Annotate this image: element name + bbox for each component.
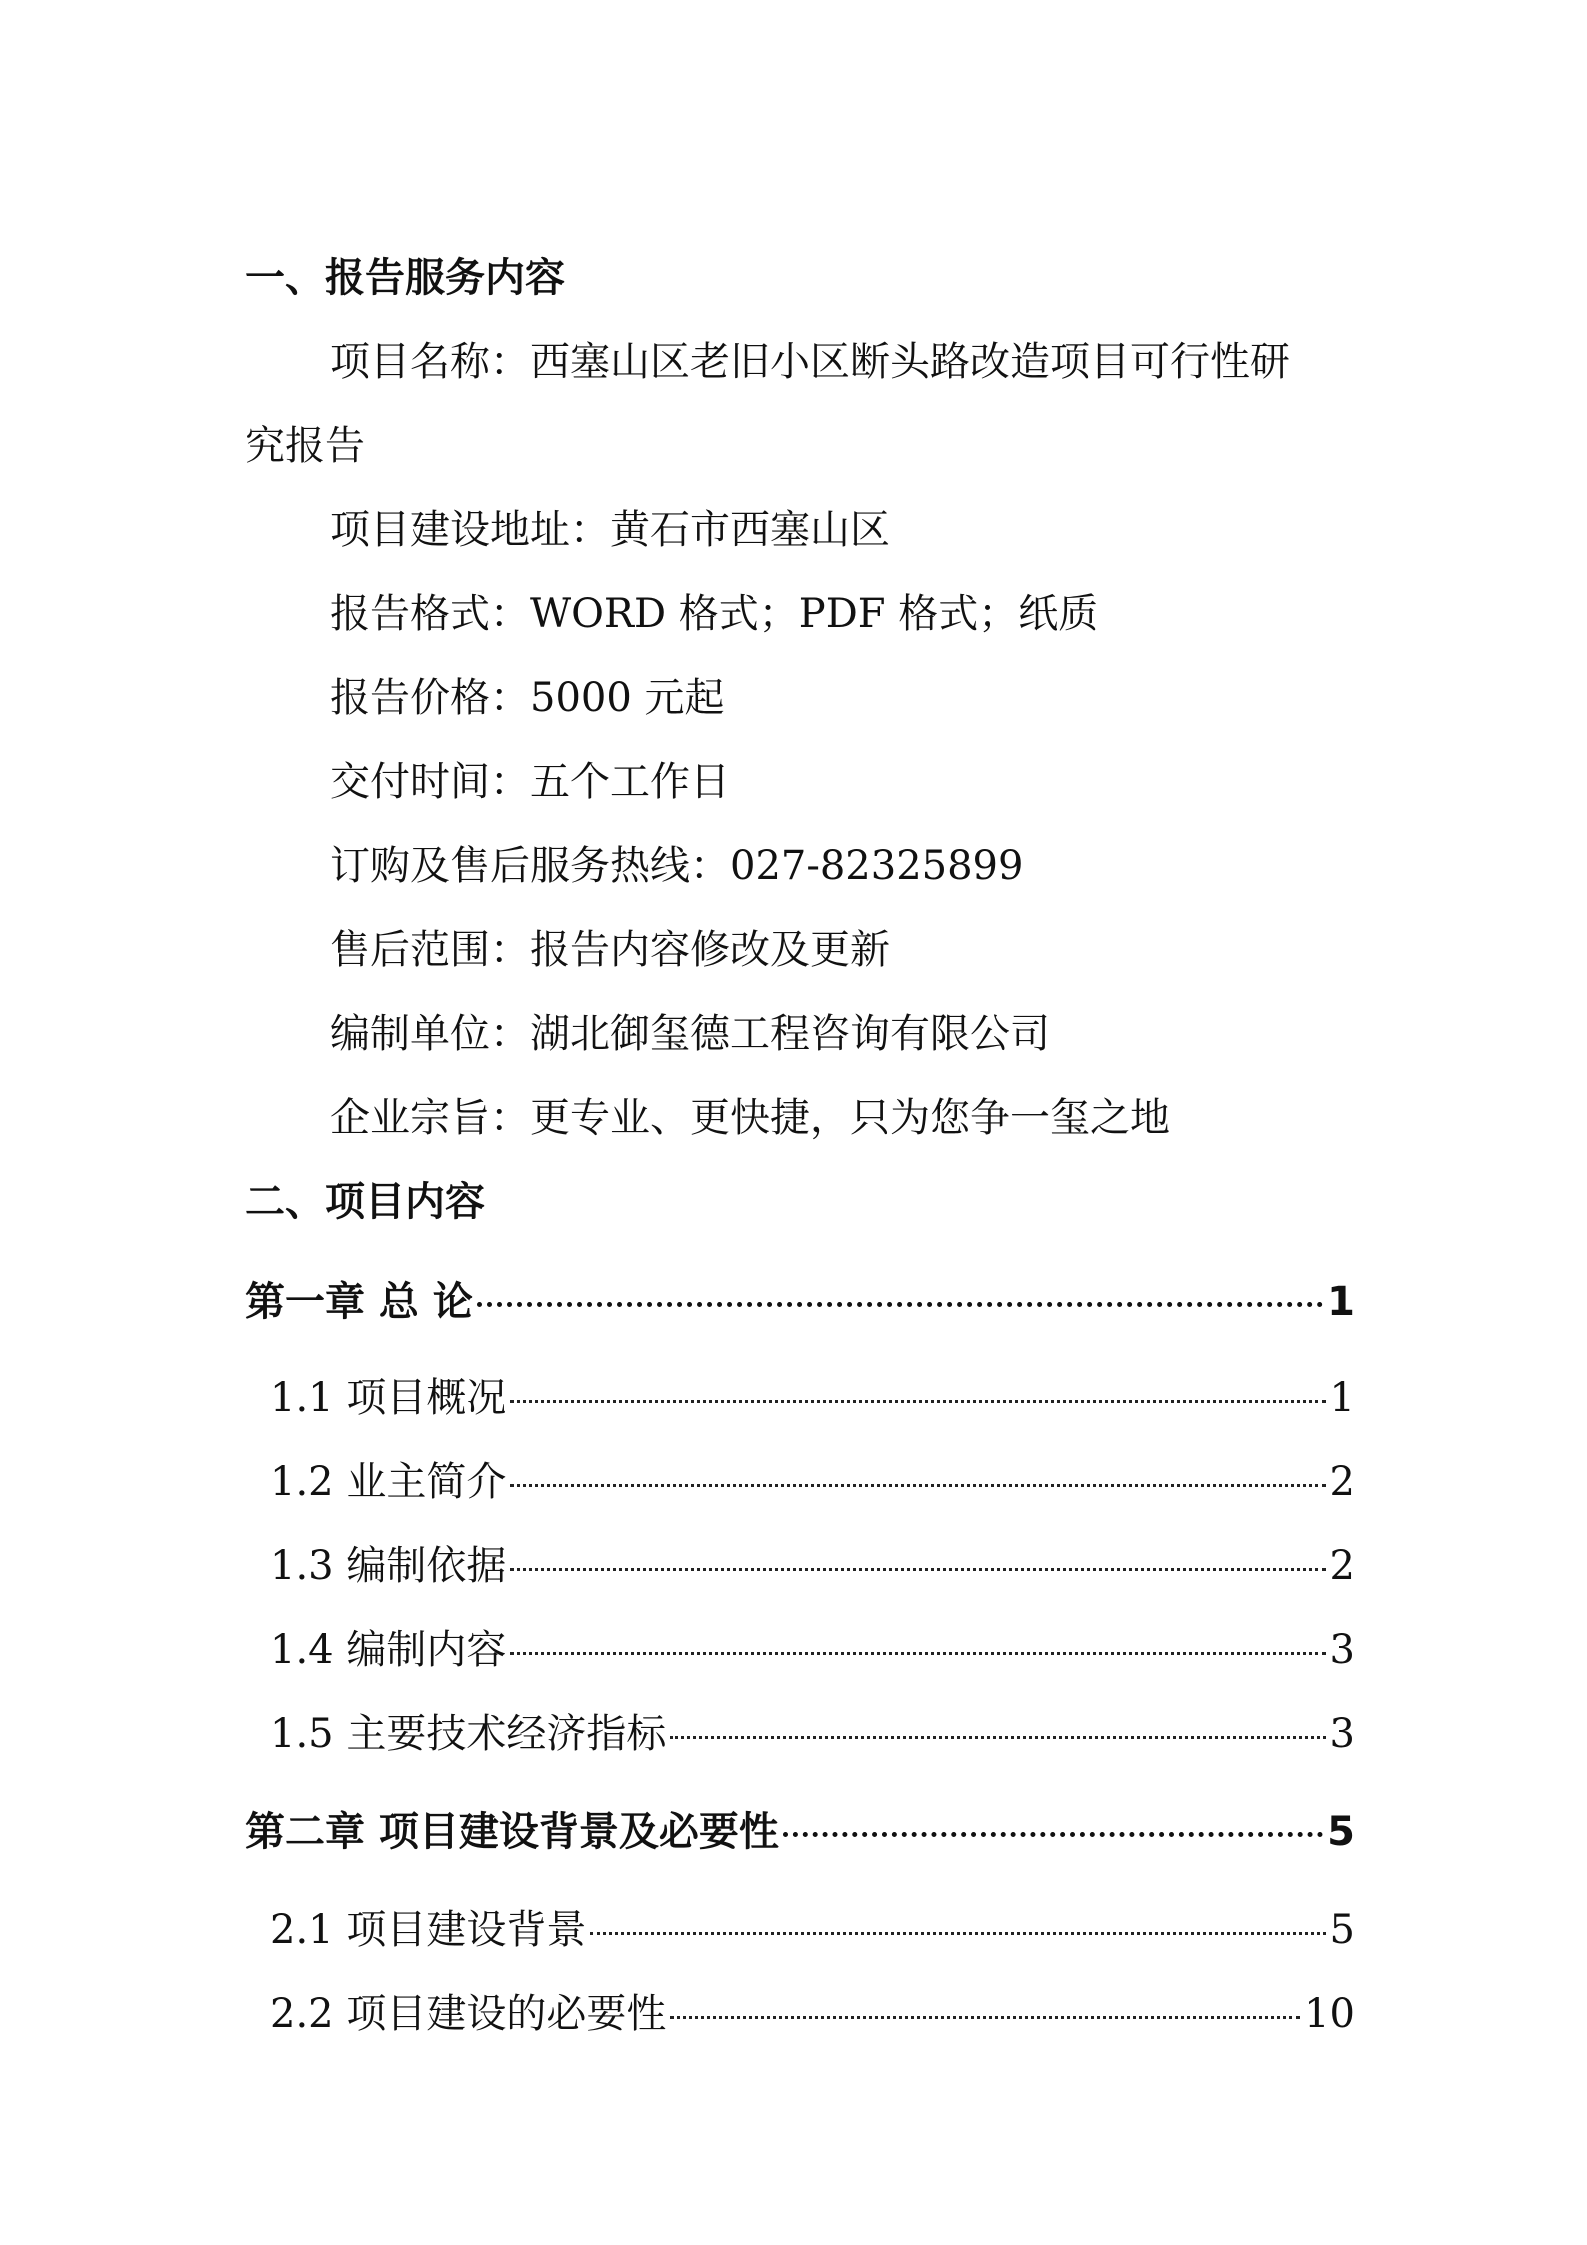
toc-item-title: 1.4 编制内容 [270, 1627, 507, 1673]
delivery-time: 交付时间：五个工作日 [330, 759, 730, 805]
section-heading-content: 二、项目内容 [245, 1179, 485, 1225]
toc-leader-dots [477, 1302, 1323, 1307]
toc-page-number: 2 [1329, 1459, 1355, 1505]
toc-item-1-1[interactable] [270, 1372, 1355, 1424]
toc-item-1-3[interactable] [270, 1540, 1355, 1592]
toc-page-number: 2 [1329, 1543, 1355, 1589]
toc-item-2-1[interactable] [270, 1904, 1355, 1956]
toc-item-title: 2.2 项目建设的必要性 [270, 1991, 667, 2037]
toc-item-2-2[interactable] [270, 1988, 1355, 2040]
toc-page-number: 5 [1327, 1809, 1355, 1855]
after-sales-scope: 售后范围：报告内容修改及更新 [330, 927, 890, 973]
toc-item-1-2[interactable] [270, 1456, 1355, 1508]
toc-item-title: 1.1 项目概况 [270, 1375, 507, 1421]
report-format: 报告格式：WORD 格式；PDF 格式；纸质 [330, 591, 1099, 637]
toc-page-number: 3 [1329, 1711, 1355, 1757]
toc-chapter-1[interactable] [245, 1276, 1355, 1328]
toc-chapter-2[interactable] [245, 1806, 1355, 1858]
toc-leader-dots [510, 1568, 1325, 1571]
toc-item-title: 2.1 项目建设背景 [270, 1907, 587, 1953]
service-hotline: 订购及售后服务热线：027-82325899 [330, 843, 1024, 889]
toc-chapter-title: 第二章 项目建设背景及必要性 [245, 1809, 779, 1855]
company-motto: 企业宗旨：更专业、更快捷，只为您争一玺之地 [330, 1095, 1170, 1141]
toc-leader-dots [510, 1400, 1325, 1403]
compiling-unit: 编制单位：湖北御玺德工程咨询有限公司 [330, 1011, 1050, 1057]
project-name-line: 项目名称：西塞山区老旧小区断头路改造项目可行性研 [330, 339, 1290, 385]
toc-item-title: 1.2 业主简介 [270, 1459, 507, 1505]
project-name-continuation: 究报告 [245, 423, 365, 469]
project-address: 项目建设地址：黄石市西塞山区 [330, 507, 890, 553]
toc-leader-dots [783, 1832, 1323, 1837]
toc-page-number: 3 [1329, 1627, 1355, 1673]
toc-page-number: 5 [1329, 1907, 1355, 1953]
toc-leader-dots [670, 1736, 1325, 1739]
toc-chapter-title: 第一章 总 论 [245, 1279, 473, 1325]
toc-item-1-5[interactable] [270, 1708, 1355, 1760]
report-price: 报告价格：5000 元起 [330, 675, 725, 721]
toc-page-number: 1 [1327, 1279, 1355, 1325]
toc-page-number: 1 [1329, 1375, 1355, 1421]
toc-leader-dots [590, 1932, 1325, 1935]
toc-leader-dots [670, 2016, 1300, 2019]
toc-leader-dots [510, 1652, 1325, 1655]
toc-leader-dots [510, 1484, 1325, 1487]
toc-item-title: 1.3 编制依据 [270, 1543, 507, 1589]
toc-page-number: 10 [1304, 1991, 1355, 2037]
toc-item-title: 1.5 主要技术经济指标 [270, 1711, 667, 1757]
toc-item-1-4[interactable] [270, 1624, 1355, 1676]
section-heading-service: 一、报告服务内容 [245, 255, 565, 301]
